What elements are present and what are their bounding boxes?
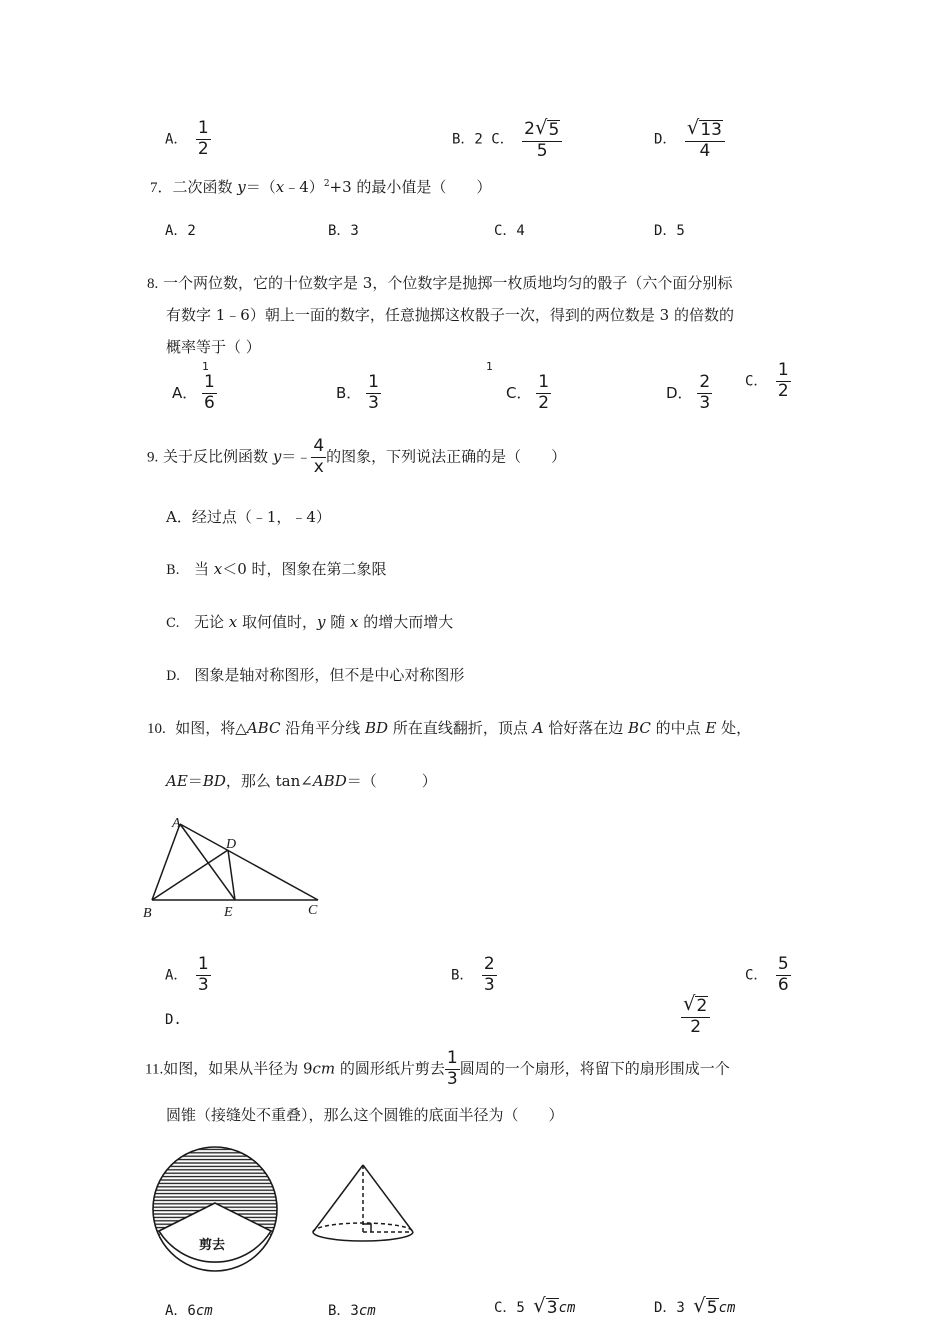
q11-option-a[interactable] bbox=[165, 1300, 213, 1320]
text: 恰好落在边 bbox=[543, 719, 629, 737]
q11-option-c[interactable]: C．5 √ 3 cm bbox=[494, 1294, 576, 1318]
option-label: B. bbox=[166, 563, 180, 578]
radicand: 3 bbox=[546, 1298, 558, 1318]
label-a: A bbox=[172, 816, 181, 831]
denominator: 6 bbox=[777, 974, 789, 995]
q10-option-d-value[interactable]: √ 2 2 bbox=[681, 994, 710, 1037]
q11-option-d[interactable]: D．3 √ 5 cm bbox=[654, 1294, 736, 1318]
stray-mark: 1 bbox=[486, 360, 493, 373]
option-label: C． bbox=[745, 967, 768, 984]
variable: BC bbox=[628, 719, 651, 737]
text: 处， bbox=[716, 719, 752, 737]
variable: BD bbox=[365, 719, 389, 737]
triangle-figure bbox=[140, 810, 340, 925]
q11-option-b[interactable] bbox=[328, 1300, 376, 1320]
radicand: 2 bbox=[696, 996, 708, 1016]
q9-option-c[interactable] bbox=[166, 611, 453, 632]
variable: E bbox=[705, 719, 717, 737]
text: 如图，如果从半径为 9 bbox=[163, 1059, 313, 1078]
denominator: 2 bbox=[538, 392, 550, 413]
numerator: 1 bbox=[446, 1048, 458, 1068]
q6-option-bc[interactable] bbox=[452, 118, 562, 161]
variable: AE bbox=[166, 772, 188, 790]
q7-option-a[interactable]: A．2 bbox=[165, 223, 196, 239]
text: 圆周的一个扇形，将留下的扇形围成一个 bbox=[459, 1059, 730, 1078]
q11-line-1 bbox=[145, 1050, 730, 1089]
segment-ab bbox=[152, 824, 180, 900]
fraction bbox=[311, 438, 326, 477]
numerator: 2 bbox=[699, 372, 711, 392]
variable: y bbox=[316, 613, 326, 631]
denominator: 2 bbox=[690, 1016, 702, 1037]
q7-option-d[interactable]: D．5 bbox=[654, 223, 685, 239]
text: 的中点 bbox=[650, 719, 706, 737]
q8-option-d[interactable] bbox=[666, 374, 712, 413]
text: 的增大而增大 bbox=[358, 613, 454, 631]
text: 图象是轴对称图形，但不是中心对称图形 bbox=[194, 666, 465, 684]
text: 沿角平分线 bbox=[280, 719, 366, 737]
radicand: 13 bbox=[700, 120, 722, 140]
q10-line-2 bbox=[166, 770, 437, 791]
option-label: A． bbox=[165, 967, 188, 984]
q7-stem bbox=[150, 176, 491, 197]
denominator: 6 bbox=[204, 392, 215, 413]
unit: cm bbox=[312, 1059, 336, 1078]
circle-figure bbox=[145, 1145, 285, 1275]
variable: ABD bbox=[312, 772, 347, 790]
cone-right-edge bbox=[363, 1165, 413, 1232]
option-label: A． bbox=[165, 131, 188, 148]
text: ＝（ bbox=[245, 178, 276, 196]
text: 所在直线翻折，顶点 bbox=[388, 719, 533, 737]
text: 如图，将△ bbox=[175, 719, 247, 737]
cut-label: 剪去 bbox=[199, 1238, 226, 1253]
coefficient: 2 bbox=[524, 119, 535, 139]
option-label: D． bbox=[654, 131, 677, 148]
option-label: B．2 C． bbox=[452, 131, 514, 148]
q10-option-d-label[interactable]: D. bbox=[165, 1012, 182, 1028]
radicand: 5 bbox=[548, 120, 560, 140]
denominator: 3 bbox=[368, 392, 379, 413]
cone-base-front bbox=[313, 1232, 413, 1241]
q10-line-1 bbox=[147, 717, 751, 738]
text: ＝﹣ bbox=[281, 447, 312, 466]
text: 一个两位数，它的十位数字是 3，个位数字是抛掷一枚质地均匀的骰子（六个面分别标 bbox=[163, 274, 733, 292]
text: 随 bbox=[325, 613, 350, 631]
text: 取何值时， bbox=[237, 613, 317, 631]
variable: BD bbox=[202, 772, 226, 790]
radicand: 5 bbox=[706, 1298, 718, 1318]
text: ＜0 时，图象在第二象限 bbox=[222, 560, 387, 578]
option-label: A． bbox=[172, 383, 198, 402]
text: 的图象，下列说法正确的是（ ） bbox=[326, 447, 567, 466]
option-label: B． bbox=[451, 967, 474, 984]
q8-line-3: 概率等于（ ） bbox=[166, 338, 261, 356]
unit: cm bbox=[558, 1300, 576, 1316]
numerator: 2 bbox=[483, 954, 495, 974]
segment-ae bbox=[180, 824, 235, 900]
text: 关于反比例函数 bbox=[163, 447, 273, 466]
denominator: 3 bbox=[197, 974, 209, 995]
fraction: √ 13 4 bbox=[685, 118, 725, 161]
question-number: 8. bbox=[147, 276, 159, 292]
text: 当 bbox=[194, 560, 214, 578]
variable: A bbox=[532, 719, 544, 737]
q10-option-a[interactable] bbox=[165, 956, 211, 995]
text: ＝ bbox=[187, 772, 203, 790]
stray-mark: 1 bbox=[202, 360, 209, 373]
denominator: 3 bbox=[699, 392, 711, 413]
option-label: B． bbox=[336, 383, 362, 402]
denominator: 5 bbox=[536, 140, 548, 161]
fraction: 2 √ 5 5 bbox=[522, 118, 562, 161]
q6-option-a[interactable] bbox=[165, 120, 211, 159]
q9-option-d[interactable] bbox=[166, 664, 464, 685]
question-number: 7． bbox=[150, 180, 173, 196]
cone-left-edge bbox=[313, 1165, 363, 1232]
q8-line-2: 有数字 1﹣6）朝上一面的数字，任意抛掷这枚骰子一次，得到的两位数是 3 的倍数的 bbox=[166, 306, 734, 324]
numerator: 1 bbox=[777, 360, 789, 380]
option-label: D. bbox=[166, 669, 181, 684]
q8-line-1 bbox=[147, 272, 732, 293]
text: 二次函数 bbox=[172, 178, 238, 196]
option-label: D． bbox=[666, 383, 693, 402]
option-label: C． bbox=[506, 383, 532, 402]
label-d: D bbox=[226, 837, 237, 852]
question-number: 9. bbox=[147, 449, 159, 466]
question-number: 11. bbox=[145, 1061, 164, 1078]
text: ＝（ ） bbox=[346, 772, 437, 790]
option-label: C. bbox=[166, 616, 180, 631]
q8-option-a[interactable] bbox=[172, 374, 217, 413]
q11-line-2: 圆锥（接缝处不重叠），那么这个圆锥的底面半径为（ ） bbox=[166, 1106, 564, 1124]
unit: cm bbox=[718, 1300, 736, 1316]
option-label: A．6 bbox=[165, 1303, 196, 1319]
q8-option-b[interactable] bbox=[336, 374, 381, 413]
label-e: E bbox=[224, 905, 233, 920]
text: ﹣4） bbox=[284, 178, 324, 196]
text: +3 的最小值是（ ） bbox=[329, 178, 492, 196]
variable: y bbox=[237, 178, 246, 196]
exponent: 2 bbox=[323, 179, 330, 189]
q8-option-c[interactable] bbox=[506, 374, 551, 413]
unit: cm bbox=[195, 1303, 213, 1319]
option-label: C．5 bbox=[494, 1300, 525, 1316]
unit: cm bbox=[358, 1303, 376, 1319]
label-c: C bbox=[308, 903, 318, 918]
denominator: 2 bbox=[777, 380, 789, 401]
numerator: 4 bbox=[313, 436, 325, 456]
q7-option-c[interactable]: C．4 bbox=[494, 223, 525, 239]
q9-option-a[interactable]: A．经过点（﹣1，﹣4） bbox=[166, 508, 331, 526]
denominator: x bbox=[313, 456, 324, 477]
numerator: 5 bbox=[777, 954, 789, 974]
right-angle-mark bbox=[363, 1224, 371, 1232]
text: ，那么 tan∠ bbox=[225, 772, 313, 790]
numerator: 1 bbox=[204, 372, 215, 392]
text: 的圆形纸片剪去 bbox=[335, 1059, 445, 1078]
label-b: B bbox=[143, 906, 152, 921]
segment-ac bbox=[180, 824, 318, 900]
denominator: 3 bbox=[446, 1068, 458, 1089]
numerator: 1 bbox=[368, 372, 379, 392]
q8-option-c-duplicate[interactable] bbox=[745, 362, 791, 401]
denominator: 4 bbox=[699, 140, 711, 161]
q10-option-b[interactable] bbox=[451, 956, 497, 995]
option-label: D．3 bbox=[654, 1300, 685, 1316]
option-label: C． bbox=[745, 373, 768, 390]
q10-option-c[interactable] bbox=[745, 956, 791, 995]
numerator: 1 bbox=[197, 118, 209, 138]
variable: x bbox=[228, 613, 238, 631]
cone-figure bbox=[305, 1160, 425, 1250]
question-number: 10. bbox=[147, 721, 166, 737]
q7-option-b[interactable]: B．3 bbox=[328, 223, 359, 239]
q9-option-b[interactable] bbox=[166, 558, 387, 579]
numerator: 1 bbox=[197, 954, 209, 974]
variable: ABC bbox=[246, 719, 281, 737]
variable: y bbox=[272, 447, 282, 466]
text: 无论 bbox=[193, 613, 229, 631]
variable: x bbox=[350, 613, 359, 631]
q9-stem bbox=[147, 438, 566, 477]
denominator: 3 bbox=[483, 974, 495, 995]
variable: x bbox=[275, 178, 285, 196]
q6-option-d[interactable] bbox=[654, 118, 725, 161]
variable: x bbox=[213, 560, 223, 578]
fraction bbox=[196, 120, 211, 159]
option-label: B．3 bbox=[328, 1303, 359, 1319]
numerator: 1 bbox=[538, 372, 550, 392]
denominator: 2 bbox=[197, 138, 209, 159]
